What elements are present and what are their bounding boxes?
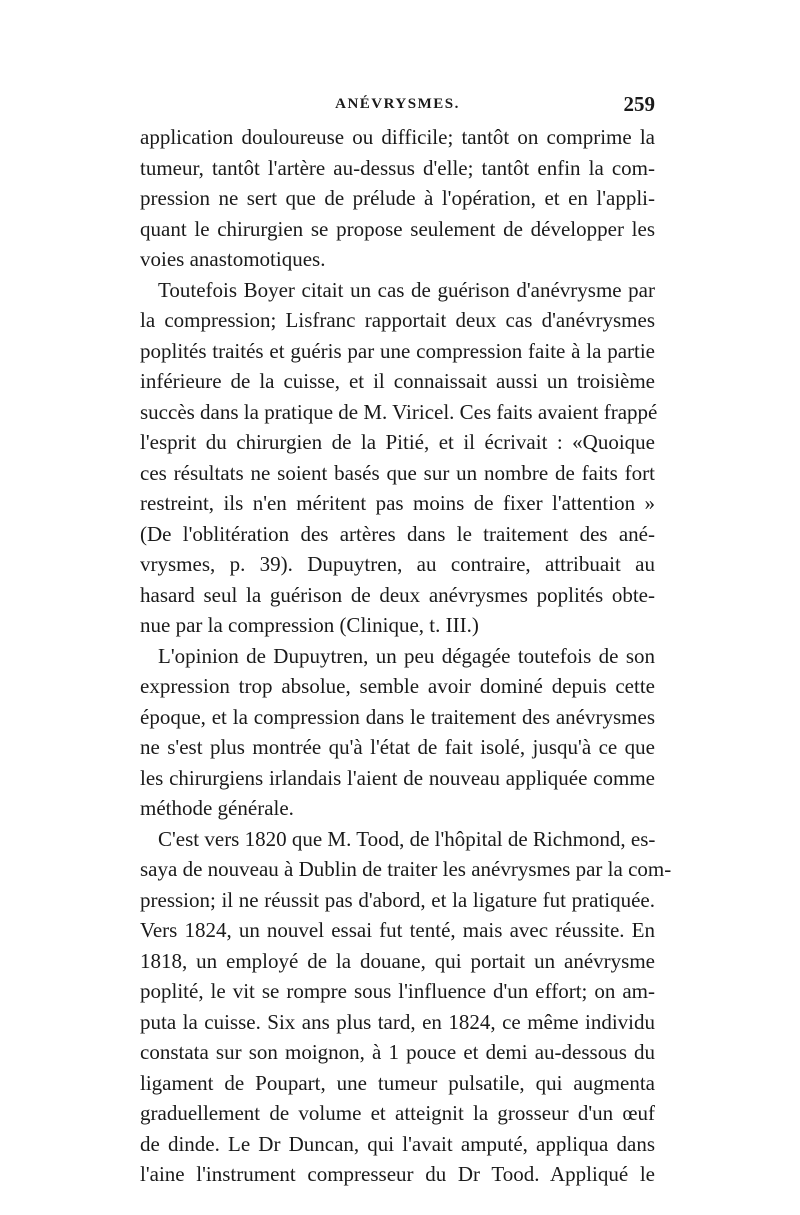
text-line: la compression; Lisfranc rapportait deux cas d'anévrysmes (140, 308, 655, 332)
text-line: quant le chirurgien se propose seulement de développer les (140, 216, 655, 241)
text-line: nue par la compression (Clinique, t. III.) (140, 613, 479, 637)
running-title: ANÉVRYSMES. (335, 96, 460, 112)
text-line: époque, et la compression dans le traitement des anévrysmes (140, 704, 655, 729)
text-line: vrysmes, p. 39). Dupuytren, au contraire, attribuait au (140, 552, 655, 576)
text-line: (De l'oblitération des artères dans le traitement des ané- (140, 521, 655, 546)
text-line: L'opinion de Dupuytren, un peu dégagée toutefois de son (158, 643, 655, 668)
text-line: l'aine l'instrument compresseur du Dr Tood. Appliqué le (140, 1162, 655, 1186)
text-line: restreint, ils n'en méritent pas moins de fixer l'attention » (140, 491, 655, 515)
text-line: poplités traités et guéris par une compression faite à la partie (140, 338, 655, 363)
text-line: méthode générale. (140, 796, 294, 820)
text-line: C'est vers 1820 que M. Tood, de l'hôpital de Richmond, es- (158, 826, 656, 851)
text-line: expression trop absolue, semble avoir dominé depuis cette (140, 674, 655, 698)
text-line: ne s'est plus montrée qu'à l'état de fait isolé, jusqu'à ce que (140, 735, 655, 759)
page-header (140, 92, 655, 122)
text-line: graduellement de volume et atteignit la grosseur d'un œuf (140, 1101, 655, 1125)
text-line: application douloureuse ou difficile; tantôt on comprime la (140, 125, 655, 149)
text-line: les chirurgiens irlandais l'aient de nouveau appliquée comme (140, 765, 655, 790)
text-line: tumeur, tantôt l'artère au-dessus d'elle; tantôt enfin la com- (140, 155, 655, 180)
text-line: l'esprit du chirurgien de la Pitié, et il écrivait : «Quoique (140, 430, 655, 454)
body-text (140, 122, 672, 1190)
text-line: voies anastomotiques. (140, 247, 326, 271)
text-line: Toutefois Boyer citait un cas de guérison d'anévrysme par (158, 277, 655, 302)
text-line: constata sur son moignon, à 1 pouce et demi au-dessous du (140, 1040, 655, 1064)
text-line: succès dans la pratique de M. Viricel. Ces faits avaient frappé (140, 399, 658, 424)
page-number: 259 (623, 92, 655, 116)
text-line: poplité, le vit se rompre sous l'influence d'un effort; on am- (140, 979, 655, 1003)
text-line: saya de nouveau à Dublin de traiter les anévrysmes par la com- (140, 857, 672, 881)
text-line: pression; il ne réussit pas d'abord, et la ligature fut pratiquée. (140, 887, 655, 912)
text-line: de dinde. Le Dr Duncan, qui l'avait amputé, appliqua dans (140, 1131, 655, 1156)
text-line: puta la cuisse. Six ans plus tard, en 1824, ce même individu (140, 1009, 655, 1034)
text-line: ligament de Poupart, une tumeur pulsatile, qui augmenta (140, 1070, 655, 1095)
text-line: 1818, un employé de la douane, qui portait un anévrysme (140, 948, 655, 973)
text-line: Vers 1824, un nouvel essai fut tenté, mais avec réussite. En (140, 918, 655, 942)
text-line: pression ne sert que de prélude à l'opération, et en l'appli- (140, 186, 655, 210)
text-line: ces résultats ne soient basés que sur un nombre de faits fort (140, 460, 655, 485)
text-line: hasard seul la guérison de deux anévrysmes poplités obte- (140, 582, 655, 607)
text-line: inférieure de la cuisse, et il connaissait aussi un troisième (140, 369, 655, 393)
